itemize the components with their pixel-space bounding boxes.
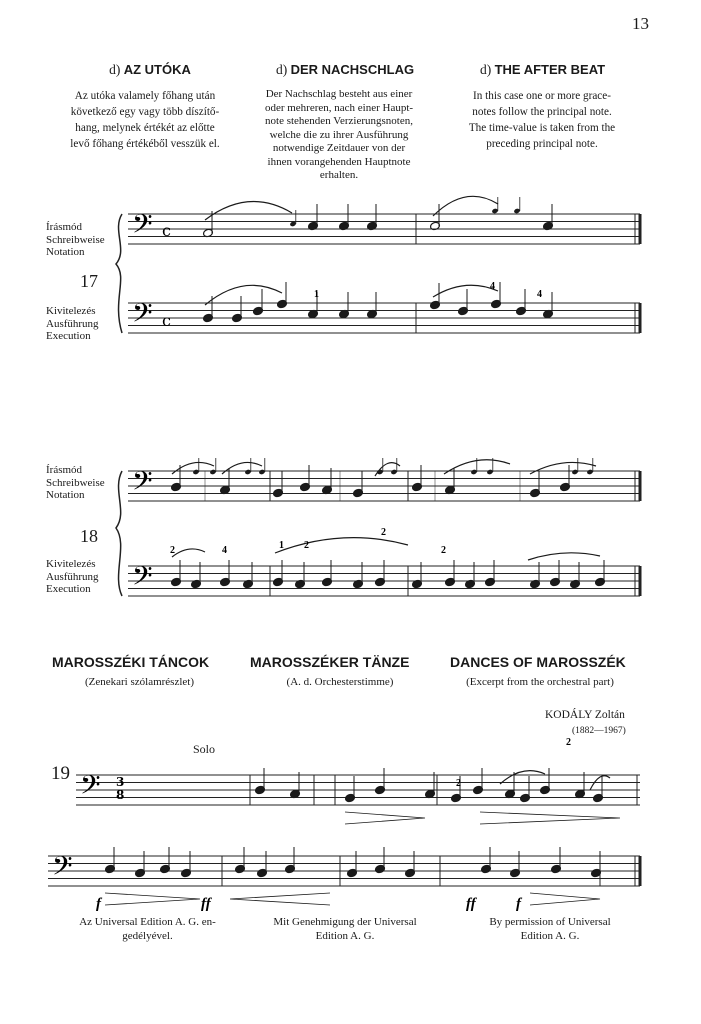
text-line: Der Nachschlag besteht aus einer	[265, 88, 413, 100]
text-line: levő főhang értékéből vesszük el.	[70, 138, 220, 150]
score-label: 4	[222, 545, 227, 556]
score-label: 4	[537, 289, 542, 300]
heading-prefix: d)	[275, 62, 288, 77]
text-line: notwendige Zeitdauer von der	[272, 142, 406, 154]
bass-clef: 𝄢	[52, 850, 73, 888]
slur	[205, 285, 282, 305]
slur	[433, 285, 498, 297]
example-number-19: 19	[51, 763, 70, 784]
composer-name: KODÁLY Zoltán	[545, 709, 625, 721]
tempo-marking: Solo	[193, 742, 216, 756]
dance-subtitle-english: (Excerpt from the orchestral part)	[466, 676, 614, 688]
text-line: Mit Genehmigung der Universal	[273, 916, 417, 928]
heading-title: DER NACHSCHLAG	[290, 62, 415, 77]
heading-title: AZ UTÓKA	[123, 62, 191, 77]
slur	[528, 553, 600, 560]
hairpin	[480, 812, 620, 824]
slur	[530, 462, 596, 474]
score-label: ff	[466, 896, 476, 912]
text-line: Edition A. G.	[520, 930, 580, 942]
dance-title-hungarian: MAROSSZÉKI TÁNCOK	[52, 654, 210, 670]
hairpin	[230, 893, 330, 905]
text-line: Az Universal Edition A. G. en-	[79, 916, 216, 928]
label-line: Ausführung	[46, 570, 99, 583]
label-line: Notation	[46, 489, 85, 501]
text-line: The time-value is taken from the	[468, 122, 616, 134]
hairpin	[105, 893, 200, 905]
slur	[433, 196, 498, 216]
bass-clef: 𝄢	[132, 560, 153, 598]
label-line: Kivitelezés	[46, 305, 96, 317]
text-line: notes follow the principal note.	[472, 106, 612, 118]
label-line: Ausführung	[46, 317, 99, 330]
text-line: preceding principal note.	[486, 138, 598, 150]
text-line: welche die zu ihrer Ausführung	[269, 128, 409, 141]
label-line: Execution	[46, 583, 91, 595]
dance-title-german: MAROSSZÉKER TÄNZE	[250, 654, 410, 670]
dance-title-english: DANCES OF MAROSSZÉK	[450, 654, 626, 670]
label-line: Kivitelezés	[46, 558, 96, 570]
time-signature: 8	[116, 788, 125, 802]
hairpin	[530, 893, 600, 905]
label-line: Írásmód	[46, 464, 83, 476]
score-label: 1	[279, 540, 284, 551]
score-label: 2	[566, 737, 571, 748]
label-line: Schreibweise	[46, 476, 105, 489]
page-number: 13	[632, 14, 649, 33]
text-line: Az utóka valamely főhang után	[74, 90, 216, 102]
score-label: 2	[381, 527, 386, 538]
slur	[172, 549, 205, 557]
dance-subtitle-hungarian: (Zenekari szólamrészlet)	[84, 676, 195, 688]
bass-clef: 𝄢	[132, 208, 153, 246]
text-line: note stehenden Verzierungsnoten,	[265, 115, 413, 127]
slur	[205, 202, 292, 220]
label-line: Notation	[46, 246, 85, 258]
heading-title: THE AFTER BEAT	[494, 62, 606, 77]
heading-prefix: d)	[109, 62, 121, 77]
bass-clef: 𝄢	[132, 465, 153, 503]
time-signature: c	[162, 221, 171, 240]
dance-subtitle-german: (A. d. Orchesterstimme)	[286, 676, 394, 688]
score-label: 2	[170, 545, 175, 556]
text-line: oder mehreren, nach einer Haupt-	[264, 101, 414, 114]
composer-dates: (1882—1967)	[572, 726, 626, 736]
text-line: ihnen vorangehenden Hauptnote	[267, 155, 411, 168]
system-brace	[116, 214, 122, 333]
text-line: By permission of Universal	[489, 916, 611, 928]
bass-clef: 𝄢	[132, 297, 153, 335]
time-signature: c	[162, 311, 171, 330]
example-number-17: 17	[80, 271, 98, 291]
time-signature: 3	[116, 775, 125, 789]
score-label: 4	[490, 281, 495, 292]
hairpin	[345, 812, 425, 824]
score-label: f	[516, 896, 521, 912]
text-line: erhalten.	[319, 169, 359, 181]
label-line: Írásmód	[46, 221, 83, 233]
slur	[222, 462, 262, 474]
slur	[275, 538, 408, 553]
score-label: 2	[456, 778, 461, 789]
label-line: Schreibweise	[46, 233, 105, 246]
text-line: hang, melynek értékét az előtte	[75, 122, 215, 134]
bass-clef: 𝄢	[80, 769, 101, 807]
text-line: In this case one or more grace-	[473, 90, 611, 102]
example-number-18: 18	[80, 526, 98, 546]
heading-prefix: d)	[479, 62, 492, 77]
score-label: 1	[314, 289, 319, 300]
text-line: gedélyével.	[122, 930, 173, 942]
score-label: 2	[304, 540, 309, 551]
label-line: Execution	[46, 330, 91, 342]
score-label: f	[96, 896, 101, 912]
slur	[172, 462, 214, 474]
text-line: Edition A. G.	[315, 930, 375, 942]
score-label: 2	[441, 545, 446, 556]
system-brace	[116, 471, 122, 596]
score-label: ff	[201, 896, 211, 912]
text-line: következő egy vagy több díszítő-	[70, 106, 220, 118]
